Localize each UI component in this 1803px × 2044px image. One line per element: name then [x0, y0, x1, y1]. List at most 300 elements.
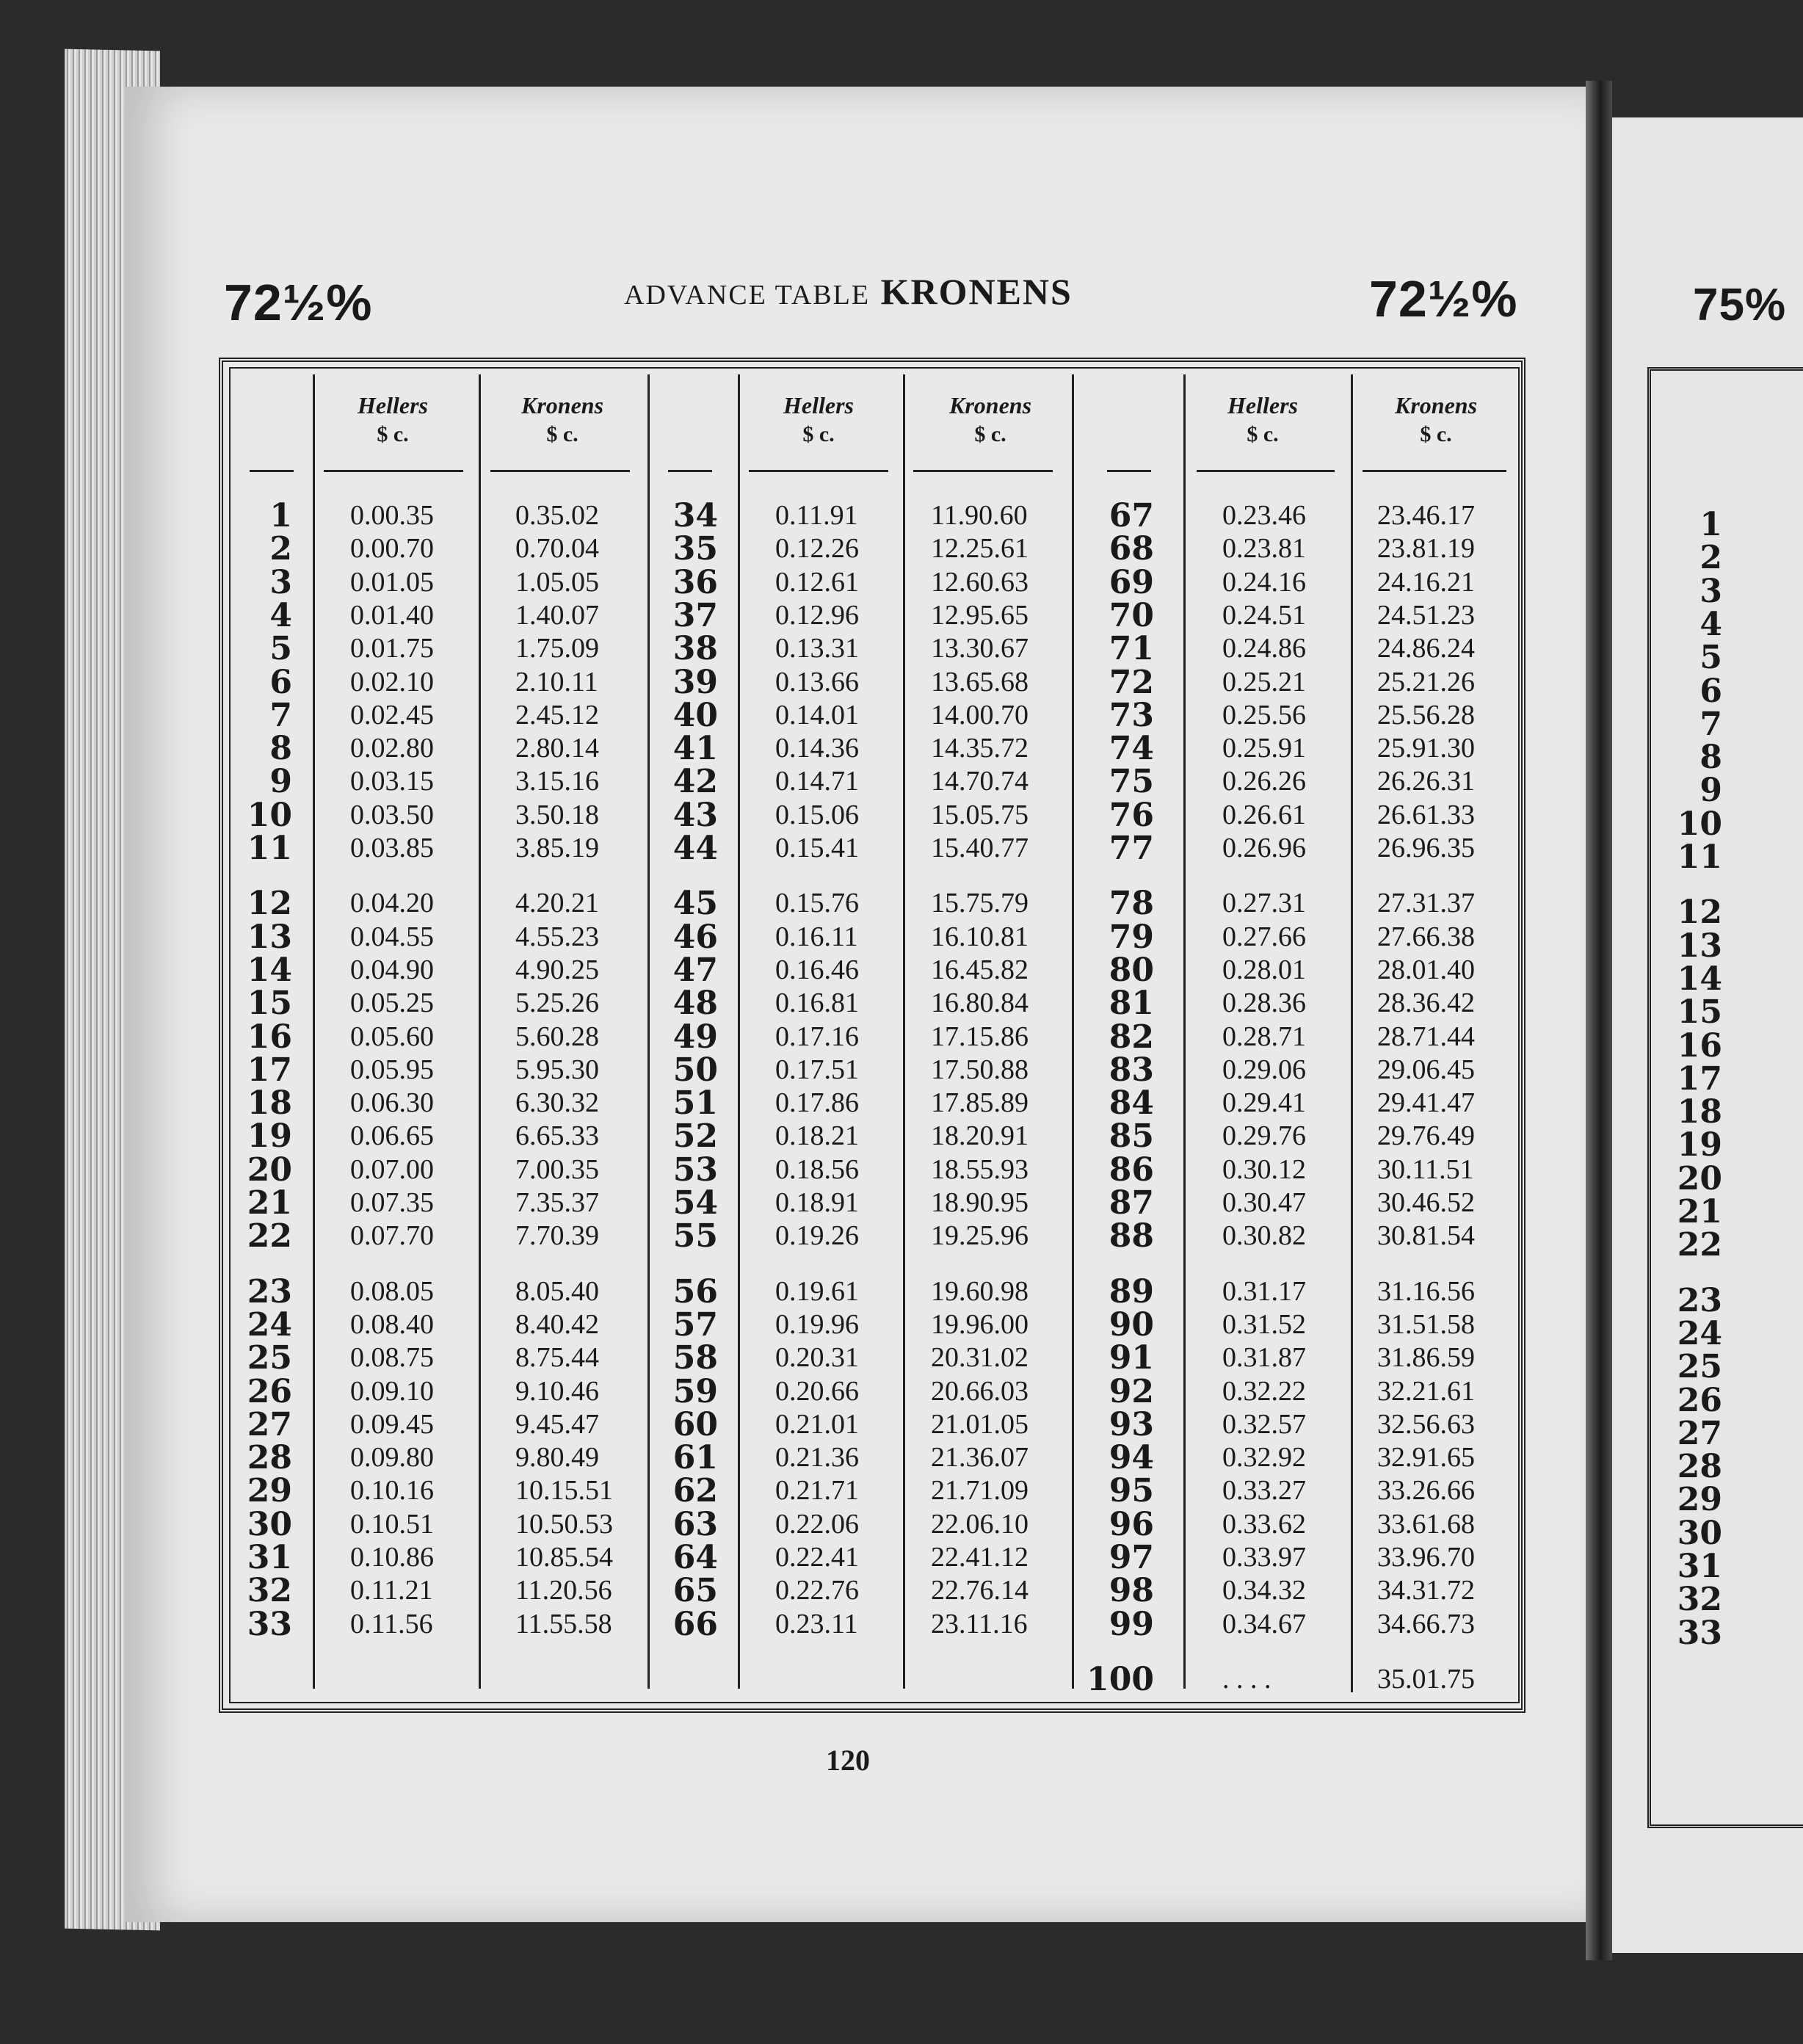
kronens-header-label: Kronens	[1394, 392, 1478, 418]
row-number: 8	[269, 730, 292, 768]
kronens-value: 11.20.56	[515, 1575, 612, 1606]
next-page-row-number: 11	[1677, 838, 1722, 876]
hellers-value: 0.02.45	[350, 699, 434, 731]
percent-right: 72½%	[1369, 270, 1518, 327]
row-number: 6	[269, 663, 292, 701]
next-page-row-number: 27	[1677, 1414, 1722, 1452]
header-rule	[324, 470, 463, 472]
hellers-value: . . . .	[1222, 1663, 1271, 1695]
next-page-row-number: 25	[1677, 1348, 1722, 1386]
hellers-value: 0.16.11	[775, 921, 858, 952]
hellers-value: 0.12.61	[775, 566, 859, 598]
hellers-value: 0.22.76	[775, 1575, 859, 1606]
hellers-value: 0.23.46	[1222, 500, 1306, 531]
hellers-header	[319, 391, 466, 449]
kronens-value: 21.36.07	[931, 1442, 1029, 1474]
kronens-value: 12.60.63	[931, 566, 1029, 598]
next-page-row-number: 9	[1699, 772, 1722, 810]
kronens-value: 19.96.00	[931, 1308, 1029, 1340]
hellers-value: 0.29.41	[1222, 1087, 1306, 1119]
hellers-value: 0.08.40	[350, 1308, 434, 1340]
currency-units: $ c.	[1247, 422, 1279, 446]
kronens-value: 15.05.75	[931, 799, 1029, 830]
kronens-value: 28.71.44	[1377, 1021, 1475, 1052]
row-number: 54	[672, 1184, 718, 1222]
row-number: 31	[247, 1539, 292, 1576]
hellers-value: 0.05.95	[350, 1054, 434, 1085]
row-number: 28	[247, 1439, 292, 1477]
next-page-row-number: 1	[1699, 506, 1722, 543]
next-page-row-number: 22	[1677, 1226, 1722, 1264]
row-number: 22	[247, 1217, 292, 1255]
row-number: 38	[672, 630, 718, 668]
row-number: 36	[672, 563, 718, 601]
title-main: KRONENS	[880, 271, 1073, 312]
next-page-row-number: 6	[1699, 672, 1722, 710]
kronens-value: 1.40.07	[515, 599, 599, 631]
hellers-value: 0.31.52	[1222, 1308, 1306, 1340]
hellers-header	[745, 391, 892, 449]
percent-left: 72½%	[224, 274, 373, 331]
kronens-header	[489, 391, 636, 449]
next-page-row-number: 5	[1699, 639, 1722, 677]
hellers-value: 0.10.16	[350, 1475, 434, 1507]
hellers-value: 0.18.56	[775, 1153, 859, 1185]
kronens-value: 31.51.58	[1377, 1308, 1475, 1340]
hellers-value: 0.17.86	[775, 1087, 859, 1119]
row-number: 60	[672, 1405, 718, 1443]
kronens-value: 7.70.39	[515, 1220, 599, 1252]
row-number: 72	[1109, 663, 1154, 701]
hellers-value: 0.30.82	[1222, 1220, 1306, 1252]
next-page-row-number: 24	[1677, 1314, 1722, 1352]
kronens-value: 25.91.30	[1377, 733, 1475, 764]
kronens-value: 5.25.26	[515, 987, 599, 1019]
next-page-row-number: 18	[1677, 1093, 1722, 1131]
hellers-value: 0.04.20	[350, 888, 434, 919]
kronens-value: 1.75.09	[515, 633, 599, 664]
row-number: 91	[1109, 1339, 1154, 1377]
row-number: 90	[1109, 1305, 1154, 1344]
row-number: 2	[269, 530, 292, 568]
row-number: 50	[672, 1051, 718, 1089]
row-number: 27	[247, 1405, 292, 1443]
kronens-value: 29.41.47	[1377, 1087, 1475, 1119]
hellers-value: 0.09.45	[350, 1408, 434, 1440]
next-page-row-number: 16	[1677, 1026, 1722, 1065]
kronens-value: 31.86.59	[1377, 1342, 1475, 1374]
hellers-value: 0.14.71	[775, 766, 859, 797]
hellers-value: 0.14.36	[775, 733, 859, 764]
row-number: 76	[1109, 796, 1154, 834]
hellers-value: 0.23.11	[775, 1608, 858, 1639]
hellers-value: 0.03.15	[350, 766, 434, 797]
next-page-row-number: 30	[1677, 1514, 1722, 1552]
hellers-value: 0.21.71	[775, 1475, 859, 1507]
kronens-value: 4.90.25	[515, 954, 599, 985]
hellers-value: 0.30.47	[1222, 1187, 1306, 1218]
row-number: 5	[269, 630, 292, 668]
hellers-value: 0.17.16	[775, 1021, 859, 1052]
hellers-value: 0.05.60	[350, 1021, 434, 1052]
currency-units: $ c.	[802, 422, 835, 446]
currency-units: $ c.	[377, 422, 409, 446]
next-page-percent: 75%	[1693, 280, 1787, 330]
hellers-value: 0.19.26	[775, 1220, 859, 1252]
hellers-value: 0.14.01	[775, 699, 859, 731]
row-number: 44	[672, 830, 718, 867]
kronens-value: 3.50.18	[515, 799, 599, 830]
kronens-value: 33.26.66	[1377, 1475, 1475, 1507]
hellers-value: 0.01.40	[350, 599, 434, 631]
currency-units: $ c.	[1420, 422, 1452, 446]
hellers-value: 0.20.66	[775, 1375, 859, 1407]
hellers-value: 0.31.17	[1222, 1275, 1306, 1307]
row-number: 79	[1109, 918, 1154, 956]
next-page-row-number: 15	[1677, 993, 1722, 1032]
row-number: 77	[1109, 830, 1154, 867]
hellers-value: 0.03.50	[350, 799, 434, 830]
next-page-row-number: 8	[1699, 739, 1722, 777]
kronens-header	[1363, 391, 1509, 449]
kronens-value: 14.35.72	[931, 733, 1029, 764]
next-page-row-number: 4	[1699, 605, 1722, 643]
kronens-header	[917, 391, 1064, 449]
hellers-value: 0.00.70	[350, 533, 434, 565]
row-number: 65	[672, 1572, 718, 1610]
hellers-value: 0.04.55	[350, 921, 434, 952]
next-page-row-number: 14	[1677, 960, 1722, 998]
kronens-value: 17.85.89	[931, 1087, 1029, 1119]
row-number: 73	[1109, 696, 1154, 734]
next-page-row-number: 29	[1677, 1481, 1722, 1519]
row-number: 99	[1109, 1605, 1154, 1643]
row-number: 95	[1109, 1472, 1154, 1510]
row-number: 66	[672, 1605, 718, 1643]
row-number: 46	[672, 918, 718, 956]
row-number: 41	[672, 730, 718, 768]
kronens-value: 8.40.42	[515, 1308, 599, 1340]
row-number: 51	[672, 1084, 718, 1123]
kronens-value: 5.60.28	[515, 1021, 599, 1052]
row-number: 84	[1109, 1084, 1154, 1123]
row-number: 13	[247, 918, 292, 956]
kronens-value: 30.11.51	[1377, 1153, 1474, 1185]
hellers-header-label: Hellers	[1227, 392, 1298, 418]
currency-units: $ c.	[974, 422, 1006, 446]
next-page-row-number: 10	[1677, 805, 1722, 843]
row-number: 40	[672, 696, 718, 734]
row-number: 59	[672, 1372, 718, 1410]
hellers-value: 0.09.10	[350, 1375, 434, 1407]
row-number: 47	[672, 951, 718, 989]
row-number: 87	[1109, 1184, 1154, 1222]
hellers-value: 0.27.66	[1222, 921, 1306, 952]
kronens-value: 16.80.84	[931, 987, 1029, 1019]
kronens-value: 8.05.40	[515, 1275, 599, 1307]
hellers-value: 0.05.25	[350, 987, 434, 1019]
row-number: 33	[247, 1605, 292, 1643]
kronens-value: 18.55.93	[931, 1153, 1029, 1185]
hellers-value: 0.15.76	[775, 888, 859, 919]
number-header-rule	[668, 470, 712, 472]
kronens-value: 26.61.33	[1377, 799, 1475, 830]
kronens-value: 22.41.12	[931, 1542, 1029, 1573]
next-page-row-number: 2	[1699, 539, 1722, 577]
hellers-value: 0.25.91	[1222, 733, 1306, 764]
header-rule	[490, 470, 630, 472]
hellers-value: 0.24.51	[1222, 599, 1306, 631]
hellers-value: 0.02.80	[350, 733, 434, 764]
kronens-value: 0.70.04	[515, 533, 599, 565]
next-page-row-number: 21	[1677, 1193, 1722, 1231]
kronens-value: 11.55.58	[515, 1608, 612, 1639]
row-number: 64	[672, 1539, 718, 1576]
row-number: 57	[672, 1305, 718, 1344]
hellers-value: 0.13.66	[775, 666, 859, 697]
kronens-value: 4.55.23	[515, 921, 599, 952]
row-number: 62	[672, 1472, 718, 1510]
kronens-value: 23.46.17	[1377, 500, 1475, 531]
row-number: 34	[672, 497, 718, 534]
next-page	[1612, 117, 1803, 1953]
row-number: 53	[672, 1150, 718, 1189]
hellers-value: 0.15.06	[775, 799, 859, 830]
kronens-value: 3.15.16	[515, 766, 599, 797]
kronens-value: 16.45.82	[931, 954, 1029, 985]
kronens-value: 28.01.40	[1377, 954, 1475, 985]
hellers-value: 0.01.05	[350, 566, 434, 598]
header-rule	[1197, 470, 1335, 472]
kronens-value: 2.80.14	[515, 733, 599, 764]
hellers-value: 0.30.12	[1222, 1153, 1306, 1185]
row-number: 80	[1109, 951, 1154, 989]
kronens-value: 30.46.52	[1377, 1187, 1475, 1218]
hellers-value: 0.24.86	[1222, 633, 1306, 664]
kronens-value: 17.15.86	[931, 1021, 1029, 1052]
hellers-value: 0.32.22	[1222, 1375, 1306, 1407]
row-number: 32	[247, 1572, 292, 1610]
row-number: 48	[672, 985, 718, 1023]
row-number: 98	[1109, 1572, 1154, 1610]
row-number: 42	[672, 763, 718, 801]
row-number: 100	[1086, 1660, 1154, 1698]
hellers-value: 0.26.26	[1222, 766, 1306, 797]
kronens-value: 33.96.70	[1377, 1542, 1475, 1573]
kronens-value: 10.15.51	[515, 1475, 613, 1507]
kronens-value: 32.56.63	[1377, 1408, 1475, 1440]
hellers-header-label: Hellers	[783, 392, 854, 418]
row-number: 24	[247, 1305, 292, 1344]
kronens-value: 29.06.45	[1377, 1054, 1475, 1085]
hellers-value: 0.10.86	[350, 1542, 434, 1573]
kronens-value: 18.20.91	[931, 1120, 1029, 1152]
hellers-value: 0.29.76	[1222, 1120, 1306, 1152]
row-number: 29	[247, 1472, 292, 1510]
row-number: 93	[1109, 1405, 1154, 1443]
row-number: 85	[1109, 1117, 1154, 1156]
row-number: 18	[247, 1084, 292, 1123]
kronens-value: 7.00.35	[515, 1153, 599, 1185]
hellers-value: 0.18.21	[775, 1120, 859, 1152]
hellers-value: 0.16.46	[775, 954, 859, 985]
kronens-value: 5.95.30	[515, 1054, 599, 1085]
row-number: 4	[269, 596, 292, 634]
hellers-value: 0.07.35	[350, 1187, 434, 1218]
kronens-value: 10.50.53	[515, 1508, 613, 1540]
row-number: 52	[672, 1117, 718, 1156]
row-number: 82	[1109, 1018, 1154, 1056]
hellers-value: 0.31.87	[1222, 1342, 1306, 1374]
title-prefix: ADVANCE TABLE	[624, 280, 871, 311]
currency-units: $ c.	[546, 422, 578, 446]
page-number: 120	[826, 1744, 870, 1777]
row-number: 83	[1109, 1051, 1154, 1089]
row-number: 92	[1109, 1372, 1154, 1410]
row-number: 26	[247, 1372, 292, 1410]
hellers-value: 0.10.51	[350, 1508, 434, 1540]
row-number: 25	[247, 1339, 292, 1377]
header-rule	[1363, 470, 1506, 472]
kronens-value: 13.65.68	[931, 666, 1029, 697]
hellers-value: 0.12.96	[775, 599, 859, 631]
next-page-row-number: 33	[1677, 1614, 1722, 1652]
row-number: 35	[672, 530, 718, 568]
row-number: 20	[247, 1150, 292, 1189]
kronens-value: 21.01.05	[931, 1408, 1029, 1440]
hellers-value: 0.00.35	[350, 500, 434, 531]
row-number: 3	[269, 563, 292, 601]
hellers-value: 0.21.01	[775, 1408, 859, 1440]
header-rule	[749, 470, 888, 472]
hellers-value: 0.19.61	[775, 1275, 859, 1307]
next-page-row-number: 12	[1677, 894, 1722, 932]
kronens-value: 29.76.49	[1377, 1120, 1475, 1152]
hellers-value: 0.01.75	[350, 633, 434, 664]
hellers-value: 0.28.01	[1222, 954, 1306, 985]
kronens-header-label: Kronens	[948, 392, 1032, 418]
row-number: 7	[269, 696, 292, 734]
row-number: 97	[1109, 1539, 1154, 1576]
row-number: 30	[247, 1505, 292, 1543]
kronens-value: 27.66.38	[1377, 921, 1475, 952]
hellers-value: 0.04.90	[350, 954, 434, 985]
header-rule	[913, 470, 1053, 472]
kronens-value: 12.25.61	[931, 533, 1029, 565]
hellers-value: 0.11.21	[350, 1575, 433, 1606]
kronens-value: 2.10.11	[515, 666, 598, 697]
row-number: 61	[672, 1439, 718, 1477]
hellers-value: 0.08.75	[350, 1342, 434, 1374]
next-page-row-number: 7	[1699, 705, 1722, 743]
row-number: 67	[1109, 497, 1154, 534]
kronens-value: 34.66.73	[1377, 1608, 1475, 1639]
hellers-value: 0.34.67	[1222, 1608, 1306, 1639]
hellers-value: 0.29.06	[1222, 1054, 1306, 1085]
hellers-value: 0.20.31	[775, 1342, 859, 1374]
hellers-value: 0.09.80	[350, 1442, 434, 1474]
kronens-value: 22.76.14	[931, 1575, 1029, 1606]
kronens-value: 31.16.56	[1377, 1275, 1475, 1307]
row-number: 49	[672, 1018, 718, 1056]
row-number: 71	[1109, 630, 1154, 668]
row-number: 56	[672, 1272, 718, 1311]
kronens-value: 17.50.88	[931, 1054, 1029, 1085]
kronens-value: 21.71.09	[931, 1475, 1029, 1507]
kronens-value: 23.11.16	[931, 1608, 1028, 1639]
row-number: 9	[269, 763, 292, 801]
hellers-value: 0.13.31	[775, 633, 859, 664]
kronens-value: 3.85.19	[515, 833, 599, 863]
kronens-value: 35.01.75	[1377, 1663, 1475, 1695]
kronens-value: 14.70.74	[931, 766, 1029, 797]
kronens-value: 19.25.96	[931, 1220, 1029, 1252]
hellers-value: 0.27.31	[1222, 888, 1306, 919]
kronens-value: 8.75.44	[515, 1342, 599, 1374]
kronens-value: 24.86.24	[1377, 633, 1475, 664]
kronens-value: 22.06.10	[931, 1508, 1029, 1540]
row-number: 94	[1109, 1439, 1154, 1477]
row-number: 88	[1109, 1217, 1154, 1255]
row-number: 69	[1109, 563, 1154, 601]
row-number: 89	[1109, 1272, 1154, 1311]
kronens-value: 16.10.81	[931, 921, 1029, 952]
kronens-value: 10.85.54	[515, 1542, 613, 1573]
kronens-value: 25.56.28	[1377, 699, 1475, 731]
column-divider	[313, 374, 315, 1689]
next-page-row-number: 28	[1677, 1448, 1722, 1486]
kronens-value: 14.00.70	[931, 699, 1029, 731]
row-number: 68	[1109, 530, 1154, 568]
kronens-value: 9.10.46	[515, 1375, 599, 1407]
row-number: 10	[247, 796, 292, 834]
kronens-value: 7.35.37	[515, 1187, 599, 1218]
hellers-value: 0.06.30	[350, 1087, 434, 1119]
row-number: 39	[672, 663, 718, 701]
hellers-value: 0.08.05	[350, 1275, 434, 1307]
row-number: 81	[1109, 985, 1154, 1023]
row-number: 12	[247, 885, 292, 923]
kronens-value: 32.21.61	[1377, 1375, 1475, 1407]
hellers-value: 0.33.62	[1222, 1508, 1306, 1540]
hellers-value: 0.26.96	[1222, 833, 1306, 863]
kronens-value: 20.66.03	[931, 1375, 1029, 1407]
next-page-row-number: 3	[1699, 572, 1722, 610]
hellers-header	[1189, 391, 1336, 449]
row-number: 70	[1109, 596, 1154, 634]
hellers-value: 0.11.56	[350, 1608, 433, 1639]
column-divider	[903, 374, 905, 1689]
hellers-value: 0.11.91	[775, 500, 858, 531]
kronens-value: 32.91.65	[1377, 1442, 1475, 1474]
kronens-value: 9.80.49	[515, 1442, 599, 1474]
hellers-value: 0.07.70	[350, 1220, 434, 1252]
kronens-value: 30.81.54	[1377, 1220, 1475, 1252]
hellers-value: 0.28.36	[1222, 987, 1306, 1019]
hellers-value: 0.06.65	[350, 1120, 434, 1152]
hellers-value: 0.22.06	[775, 1508, 859, 1540]
row-number: 43	[672, 796, 718, 834]
kronens-value: 19.60.98	[931, 1275, 1029, 1307]
hellers-value: 0.17.51	[775, 1054, 859, 1085]
next-page-row-number: 32	[1677, 1581, 1722, 1619]
column-divider	[738, 374, 740, 1689]
kronens-value: 11.90.60	[931, 500, 1028, 531]
row-number: 55	[672, 1217, 718, 1255]
number-header-rule	[1107, 470, 1151, 472]
hellers-value: 0.34.32	[1222, 1575, 1306, 1606]
hellers-value: 0.28.71	[1222, 1021, 1306, 1052]
